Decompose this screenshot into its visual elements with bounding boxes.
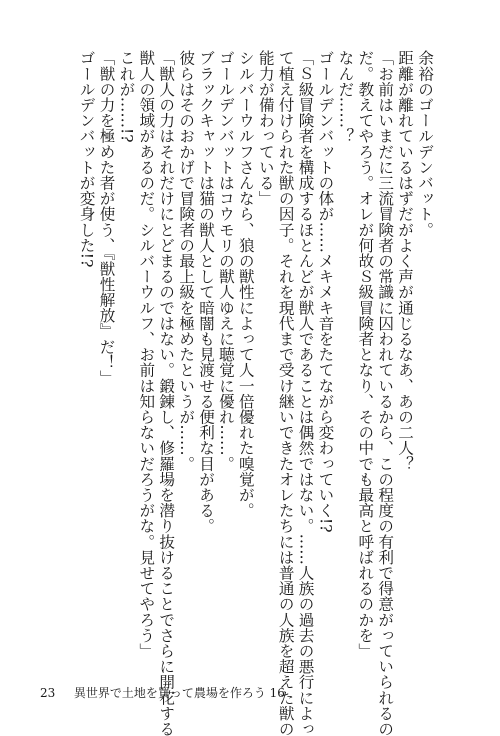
page-number: 23 xyxy=(40,686,56,700)
text-line: 「獣の力を極めた者が使う、『獣性解放』だ！」 xyxy=(97,50,116,386)
text-line: 距離が離れているはずだがよく声が通じるなあ、あの二人？ xyxy=(396,50,415,472)
running-title: 異世界で土地を買って農場を作ろう 16 xyxy=(73,686,285,700)
text-line: ゴールデンバットの体が……メキメキ音をたてながら変わっていく!? xyxy=(316,50,335,533)
text-line: なんだ……？ xyxy=(336,50,355,144)
text-line: ゴールデンバットはコウモリの獣人ゆえに聴覚に優れ……。 xyxy=(216,50,235,472)
text-line: ゴールデンバットが変身した!? xyxy=(77,50,96,268)
text-line: 「お前はいまだに三流冒険者の常識に囚われているから、この程度の有利で得意がっていられるの xyxy=(376,50,395,736)
text-line: だ。教えてやろう。オレが何故Ｓ級冒険者となり、その中でも最高と呼ばれるのかを」 xyxy=(356,50,375,659)
text-line: 獣人の領域があるのだ。シルバーウルフ、お前は知らないだろうがな。見せてやろう」 xyxy=(137,50,156,659)
text-line: これが……!? xyxy=(117,50,136,143)
text-line: 彼らはそのおかげで冒険者の最上級を極めたというが……。 xyxy=(177,50,196,472)
text-line: シルバーウルフさんなら、狼の獣性によって人一倍優れた嗅覚が。 xyxy=(236,50,255,518)
text-line: 「Ｓ級冒険者を構成するほとんどが獣人であることは偶然ではない。……人族の過去の悪行によっ xyxy=(296,50,315,736)
text-line: 能力が備わっている」 xyxy=(256,50,275,206)
page-footer xyxy=(40,685,285,701)
text-line: 余裕のゴールデンバット。 xyxy=(416,50,434,238)
text-line: ブラックキャットは猫の獣人として暗闇も見渡せる便利な目がある。 xyxy=(197,50,216,534)
text-line: て植え付けられた獣の因子。それを現代まで受け継いできたオレたちには普通の人族を超えた獣の xyxy=(276,50,295,736)
text-line: 「獣人の力はそれだけにとどまるのではない。鍛錬し、修羅場を潜り抜けることでさらに開花する xyxy=(157,50,176,736)
